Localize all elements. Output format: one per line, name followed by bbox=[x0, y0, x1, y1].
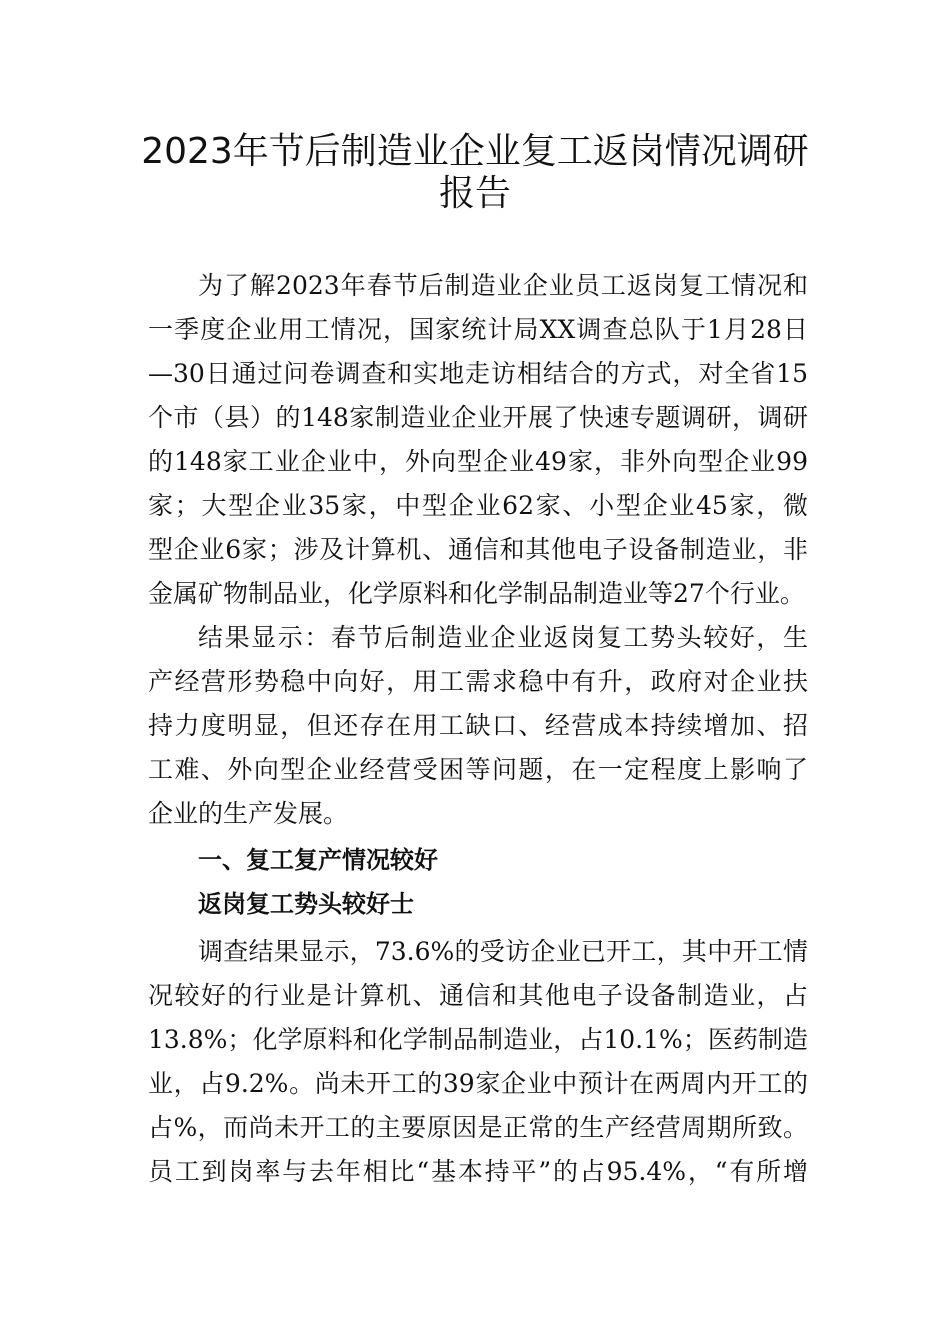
paragraph-1-line: 个市（县）的148家制造业企业开展了快速专题调研，调研 bbox=[148, 403, 808, 432]
paragraph-1-line: 家；大型企业35家，中型企业62家、小型企业45家，微 bbox=[148, 491, 808, 520]
section-heading: 一、复工复产情况较好 bbox=[198, 846, 438, 874]
paragraph-1-line: 一季度企业用工情况，国家统计局XX调查总队于1月28日 bbox=[148, 315, 808, 344]
paragraph-3-line: 占%，而尚未开工的主要原因是正常的生产经营周期所致。 bbox=[148, 1113, 808, 1142]
paragraph-1-line: 金属矿物制品业，化学原料和化学制品制造业等27个行业。 bbox=[148, 579, 805, 608]
paragraph-3-line: 调查结果显示，73.6%的受访企业已开工，其中开工情 bbox=[198, 937, 808, 966]
subsection-heading: 返岗复工势头较好士 bbox=[198, 890, 414, 918]
paragraph-1-line: 为了解2023年春节后制造业企业员工返岗复工情况和 bbox=[198, 271, 808, 300]
paragraph-2-line: 结果显示：春节后制造业企业返岗复工势头较好，生 bbox=[198, 623, 808, 652]
paragraph-3-line: 业，占9.2%。尚未开工的39家企业中预计在两周内开工的 bbox=[148, 1069, 808, 1098]
paragraph-2-line: 企业的生产发展。 bbox=[148, 799, 349, 828]
document-title-line-2: 报告 bbox=[438, 173, 511, 214]
paragraph-2-line: 产经营形势稳中向好，用工需求稳中有升，政府对企业扶 bbox=[148, 667, 808, 696]
paragraph-2-line: 工难、外向型企业经营受困等问题，在一定程度上影响了 bbox=[148, 755, 808, 784]
paragraph-3-line: 员工到岗率与去年相比“基本持平”的占95.4%，“有所增 bbox=[148, 1157, 808, 1186]
document-title-line-1: 2023年节后制造业企业复工返岗情况调研 bbox=[141, 131, 809, 172]
paragraph-1-line: —30日通过问卷调查和实地走访相结合的方式，对全省15 bbox=[148, 359, 808, 388]
paragraph-2-line: 持力度明显，但还存在用工缺口、经营成本持续增加、招 bbox=[148, 711, 808, 740]
paragraph-3-line: 13.8%；化学原料和化学制品制造业，占10.1%；医药制造 bbox=[148, 1025, 808, 1054]
paragraph-3-line: 况较好的行业是计算机、通信和其他电子设备制造业，占 bbox=[148, 981, 808, 1010]
paragraph-1-line: 型企业6家；涉及计算机、通信和其他电子设备制造业，非 bbox=[148, 535, 808, 564]
paragraph-1-line: 的148家工业企业中，外向型企业49家，非外向型企业99 bbox=[148, 447, 808, 476]
